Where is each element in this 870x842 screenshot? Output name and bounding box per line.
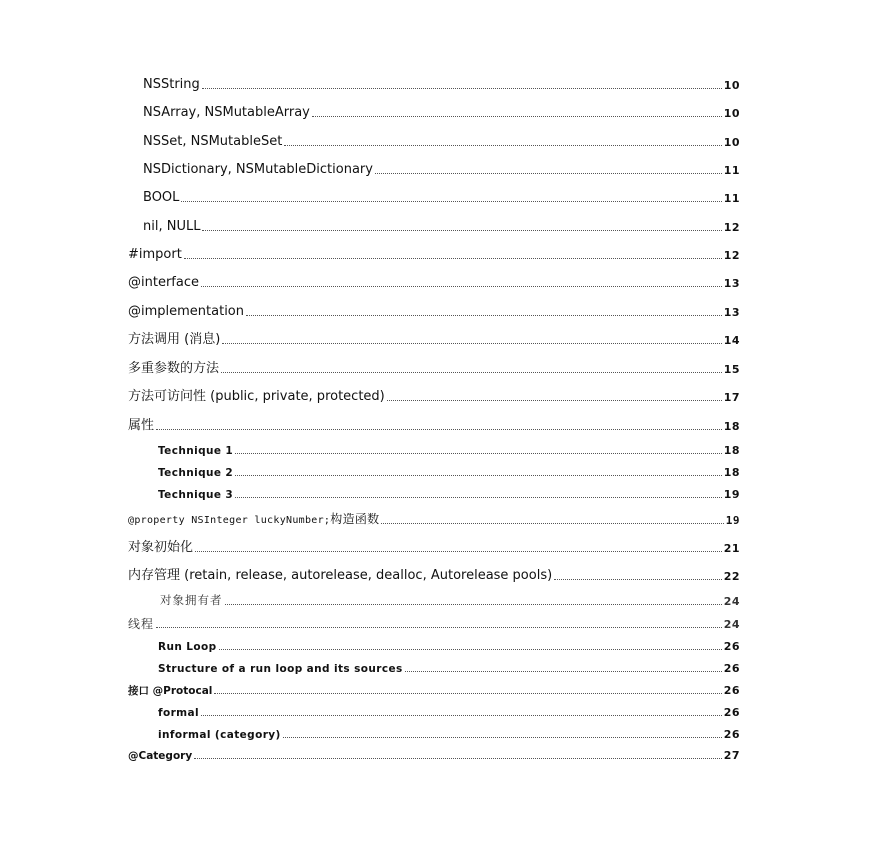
toc-entry[interactable] <box>128 305 740 318</box>
toc-entry-page: 17 <box>723 391 740 404</box>
toc-entry-label: 多重参数的方法 <box>128 361 220 376</box>
dot-leader <box>235 452 722 454</box>
toc-entry-page: 15 <box>723 363 740 376</box>
toc-entry-label: 方法调用 (消息) <box>128 332 221 347</box>
toc-entry[interactable] <box>143 163 740 176</box>
toc-entry-page: 24 <box>723 594 740 608</box>
dot-leader <box>222 342 721 344</box>
dot-leader <box>181 200 721 202</box>
toc-entry[interactable] <box>128 541 740 554</box>
dot-leader <box>235 474 722 476</box>
toc-entry-label: 内存管理 (retain, release, autorelease, dealloc, Autorelease pools) <box>128 568 553 583</box>
toc-entry-label: 对象初始化 <box>128 540 194 555</box>
toc-entry-page: 18 <box>723 420 740 433</box>
toc-entry[interactable] <box>143 78 740 91</box>
toc-entry[interactable] <box>158 489 740 500</box>
toc-entry-label <box>128 513 379 526</box>
toc-entry-label: Run Loop <box>158 640 217 653</box>
toc-entry-page: 12 <box>723 249 740 262</box>
dot-leader <box>156 428 722 430</box>
toc-entry-label: 对象拥有者 <box>160 593 223 607</box>
toc-entry[interactable] <box>128 750 740 761</box>
toc-entry[interactable] <box>128 390 740 403</box>
dot-leader <box>225 603 722 605</box>
toc-entry-label: NSSet, NSMutableSet <box>143 134 283 149</box>
dot-leader <box>156 626 722 628</box>
toc-entry-page: 19 <box>725 514 740 527</box>
toc-entry[interactable] <box>128 362 740 375</box>
toc-entry[interactable] <box>128 276 740 289</box>
dot-leader <box>554 578 722 580</box>
dot-leader <box>221 371 722 373</box>
dot-leader <box>375 172 722 174</box>
toc-entry-label: 接口 @Protocal <box>128 684 213 697</box>
toc-entry[interactable] <box>158 641 740 652</box>
dot-leader <box>387 399 722 401</box>
dot-leader <box>246 314 722 316</box>
cjk-text: 构造函数 <box>330 512 380 526</box>
toc-entry[interactable] <box>128 685 740 696</box>
toc-entry[interactable] <box>158 445 740 456</box>
toc-entry-page: 13 <box>723 277 740 290</box>
dot-leader <box>283 736 722 738</box>
toc-entry-label: 线程 <box>128 617 155 631</box>
toc-entry-page: 14 <box>723 334 740 347</box>
dot-leader <box>194 757 722 759</box>
dot-leader <box>201 285 722 287</box>
toc-entry[interactable] <box>128 419 740 432</box>
toc-entry-page: 10 <box>723 107 740 120</box>
toc-entry[interactable] <box>128 248 740 261</box>
toc-entry-page: 26 <box>723 684 740 697</box>
toc-entry-label: Technique 3 <box>158 488 234 501</box>
toc-entry-page: 26 <box>723 640 740 653</box>
dot-leader <box>284 144 721 146</box>
toc-entry-page: 26 <box>723 706 740 719</box>
dot-leader <box>195 550 722 552</box>
toc-entry-page: 24 <box>723 618 740 631</box>
toc-entry-label: informal (category) <box>158 728 281 741</box>
toc-entry[interactable] <box>158 707 740 718</box>
toc-entry-label: Technique 1 <box>158 444 234 457</box>
code-text: @property NSInteger luckyNumber; <box>128 515 331 526</box>
toc-entry[interactable] <box>143 191 740 204</box>
dot-leader <box>405 670 722 672</box>
dot-leader <box>381 522 723 524</box>
toc-entry-label: Structure of a run loop and its sources <box>158 662 403 675</box>
toc-entry[interactable] <box>128 513 740 526</box>
toc-entry-page: 22 <box>723 570 740 583</box>
dot-leader <box>201 714 722 716</box>
toc-entry-page: 10 <box>723 136 740 149</box>
toc-entry-page: 18 <box>723 466 740 479</box>
toc-entry-page: 26 <box>723 728 740 741</box>
toc-entry-page: 19 <box>723 488 740 501</box>
dot-leader <box>219 648 722 650</box>
toc-entry-label: formal <box>158 706 199 719</box>
toc-entry[interactable] <box>128 333 740 346</box>
dot-leader <box>184 257 722 259</box>
toc-entry-page: 26 <box>723 662 740 675</box>
toc-entry[interactable] <box>160 595 740 607</box>
toc-entry-page: 13 <box>723 306 740 319</box>
toc-entry-label: 属性 <box>128 418 155 433</box>
toc-entry[interactable] <box>143 220 740 233</box>
toc-entry[interactable] <box>143 135 740 148</box>
toc-entry[interactable] <box>158 729 740 740</box>
toc-entry[interactable] <box>143 106 740 119</box>
toc-entry-label: BOOL <box>143 190 180 205</box>
toc-entry[interactable] <box>128 569 740 582</box>
toc-entry-page: 11 <box>723 164 740 177</box>
toc-entry-label: NSString <box>143 77 200 92</box>
toc-entry-label: Technique 2 <box>158 466 234 479</box>
toc-entry-label: NSArray, NSMutableArray <box>143 105 310 120</box>
toc-entry-page: 11 <box>723 192 740 205</box>
toc-entry-label: @interface <box>128 275 199 290</box>
toc-entry-label: nil, NULL <box>143 219 201 234</box>
toc-entry-label: #import <box>128 247 182 262</box>
toc-entry[interactable] <box>128 618 740 630</box>
toc-entry-label: 方法可访问性 (public, private, protected) <box>128 389 385 404</box>
toc-entry[interactable] <box>158 467 740 478</box>
toc-entry-page: 18 <box>723 444 740 457</box>
toc-entry-label: NSDictionary, NSMutableDictionary <box>143 162 373 177</box>
toc-entry-page: 21 <box>723 542 740 555</box>
dot-leader <box>312 115 722 117</box>
toc-entry[interactable] <box>158 663 740 674</box>
dot-leader <box>202 87 722 89</box>
toc-entry-label: @implementation <box>128 304 245 319</box>
dot-leader <box>202 229 721 231</box>
toc-entry-label: @Category <box>128 749 193 762</box>
toc-entry-page: 10 <box>723 79 740 92</box>
toc-entry-page: 27 <box>723 749 740 762</box>
dot-leader <box>214 692 721 694</box>
dot-leader <box>235 496 722 498</box>
toc-entry-page: 12 <box>723 221 740 234</box>
